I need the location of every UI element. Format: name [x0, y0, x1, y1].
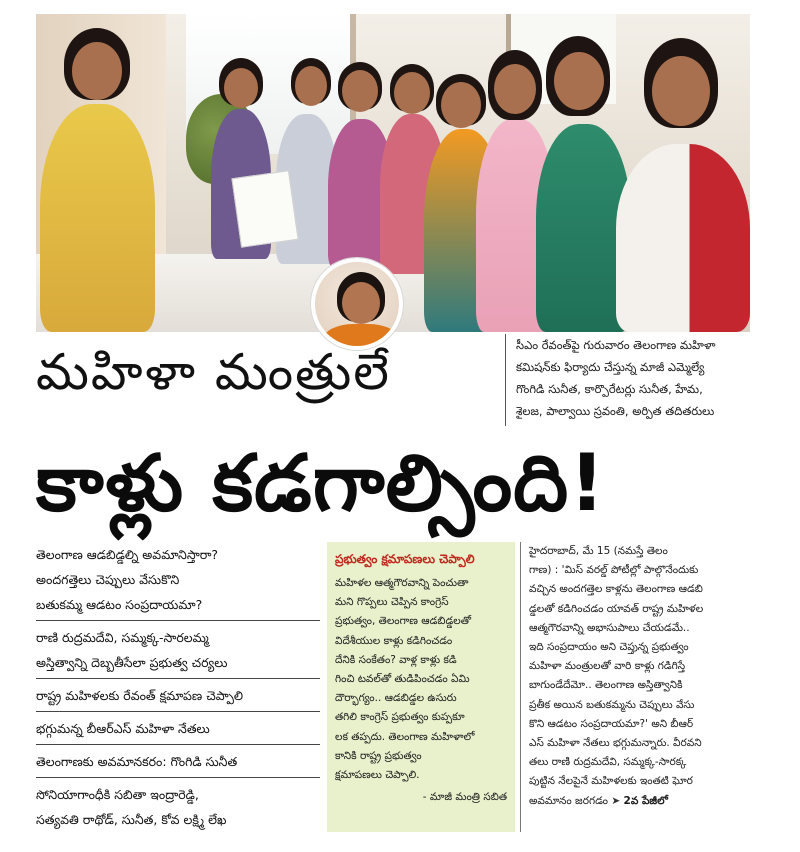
article-line: ఆత్మగౌరవాన్ని అభాసుపాలు చేయడమే..	[529, 621, 690, 634]
quote-signature: - మాజీ మంత్రి సబిత	[422, 791, 507, 804]
article-line: కొని ఆడటం సంప్రదాయమా?' అని బీఆర్	[529, 717, 694, 730]
highlights-column	[36, 542, 320, 832]
article-line: ప్రతీక అయిన బతుకమ్మను చెప్పులు వేసు	[529, 698, 695, 711]
quote-line: మని గొప్పలు చెప్పిన కాంగ్రెస్	[335, 596, 449, 609]
portrait-face	[342, 282, 380, 324]
article-line: మహిళా మంత్రులతో వారి కాళ్లు గడిగిస్తే	[529, 660, 686, 673]
photo-person-head	[394, 72, 430, 114]
divider	[36, 711, 320, 712]
quote-line: తగిలి కాంగ్రెస్ ప్రభుత్వం కుప్పకూ	[335, 711, 465, 724]
caption-line: శైలజ, పాల్వాయి స్రవంతి, అర్పిత తదితరులు	[516, 404, 715, 418]
article-line: బాగుండేదేమో.. తెలంగాణ అస్తిత్వానికి	[529, 679, 683, 692]
highlight-item: అస్తిత్వాన్ని దెబ్బతీసేలా ప్రభుత్వ చర్యలు	[36, 655, 228, 670]
caption-line: సీఎం రేవంత్‌పై గురువారం తెలంగాణ మహిళా	[516, 338, 716, 352]
quote-box-body	[335, 574, 507, 785]
highlight-item: సోనియాగాంధీకి సబితా ఇంద్రారెడ్డి,	[36, 787, 199, 802]
photo-person-head	[652, 56, 710, 126]
article-line: ఇది సంప్రదాయం అని చెప్తున్న ప్రభుత్వం	[529, 641, 689, 654]
article-line: డ్డలతో కడిగించడం యావత్ రాష్ట్ర మహిళల	[529, 602, 704, 615]
article-line: పుట్టిన నేలపైనే మహిళలకు ఇంతటి ఘోర	[529, 775, 693, 788]
photo-person	[616, 144, 750, 332]
quote-box-title: ప్రభుత్వం క్షమాపణలు చెప్పాలి	[335, 552, 475, 566]
caption-line: గొంగిడి సునీత, కార్పొరేటర్లు సునీత, హేమ,	[516, 382, 703, 396]
highlight-item: రాష్ట్ర మహిళలకు రేవంత్ క్షమాపణ చెప్పాలి	[36, 688, 244, 703]
article-last-line	[529, 792, 760, 811]
article-body	[520, 542, 760, 832]
photo-person-head	[224, 68, 258, 108]
highlight-item: తెలంగాణ ఆడబిడ్డల్ని అవమానిస్తారా?	[36, 547, 219, 562]
photo-person-head	[342, 70, 378, 112]
quote-line: కానికి రాష్ట్ర ప్రభుత్వం	[335, 749, 422, 762]
quote-line: దౌర్భాగ్యం.. ఆడబిడ్డల ఉసురు	[335, 692, 457, 705]
article-line: హైదరాబాద్, మే 15 (నమస్తే తెలం	[529, 545, 668, 557]
article-line: ఎస్ మహిళా నేతలు భగ్గుమన్నారు. వీరవని	[529, 737, 702, 750]
quote-line: క్షమాపణలు చెప్పాలి.	[335, 769, 420, 782]
highlight-item: సత్యవతి రాథోడ్, సునీత, కోవ లక్ష్మి లేఖ	[36, 812, 227, 827]
quote-line: లక తప్పదు. తెలంగాణ మహిళాలో	[335, 730, 475, 743]
continuation-label: 2వ పేజీలో	[623, 794, 668, 807]
article-line: తలు రాణి రుద్రమదేవి, సమ్మక్క-సారక్క	[529, 756, 687, 769]
photo-caption	[505, 334, 763, 426]
highlight-item: తెలంగాణకు అవమానకరం: గొంగిడి సునీత	[36, 754, 238, 769]
photo-person-head	[72, 42, 122, 100]
photo-person-head	[554, 52, 604, 110]
highlight-item: భగ్గుమన్న బీఆర్‌ఎస్ మహిళా నేతలు	[36, 721, 210, 736]
photo-person	[40, 104, 155, 332]
photo-person-head	[295, 66, 327, 106]
continuation-arrow-icon: ➤	[611, 794, 621, 807]
highlight-item: అందగత్తెలు చెప్పులు వేసుకొని	[36, 572, 180, 587]
article-line: అవమానం జరగడం	[529, 794, 609, 807]
quote-line: ప్రభుత్వం, తెలంగాణ ఆడబిడ్డలతో	[335, 615, 471, 628]
photo-person-head	[441, 82, 481, 128]
article-line: వచ్చిన అందగత్తెల కాళ్లను తెలంగాణ ఆడబి	[529, 583, 703, 596]
divider	[36, 777, 320, 778]
quote-line: విదేశీయుల కాళ్లు కడిగించడం	[335, 634, 453, 647]
headline-line-1: మహిళా మంత్రులే	[36, 343, 391, 401]
highlight-item: రాణి రుద్రమదేవి, సమ్మక్క-సారలమ్మ	[36, 630, 209, 645]
highlight-item: బతుకమ్మ ఆడటం సంప్రదాయమా?	[36, 597, 203, 612]
quote-box	[327, 542, 515, 832]
complaint-document	[231, 170, 298, 247]
headline-line-2: కాళ్లు కడగాల్సింది!	[36, 439, 606, 529]
divider	[36, 744, 320, 745]
divider	[36, 678, 320, 679]
quote-line: మహిళల ఆత్మగౌరవాన్ని పెంచుతా	[335, 577, 469, 589]
photo-person-head	[494, 64, 536, 114]
quote-line: గించి టవల్‌తో తుడిపించడం ఏమి	[335, 673, 470, 686]
caption-line: కమిషన్‌కు ఫిర్యాదు చేస్తున్న మాజీ ఎమ్మెల్యే	[516, 360, 705, 374]
divider	[36, 620, 320, 621]
quote-line: దేనికి సంకేతం? వాళ్ల కాళ్లు కడి	[335, 653, 457, 666]
article-line: గాణ) : 'మిస్ వరల్డ్ పోటీల్లో పాల్గొనేందుకు	[529, 564, 699, 577]
